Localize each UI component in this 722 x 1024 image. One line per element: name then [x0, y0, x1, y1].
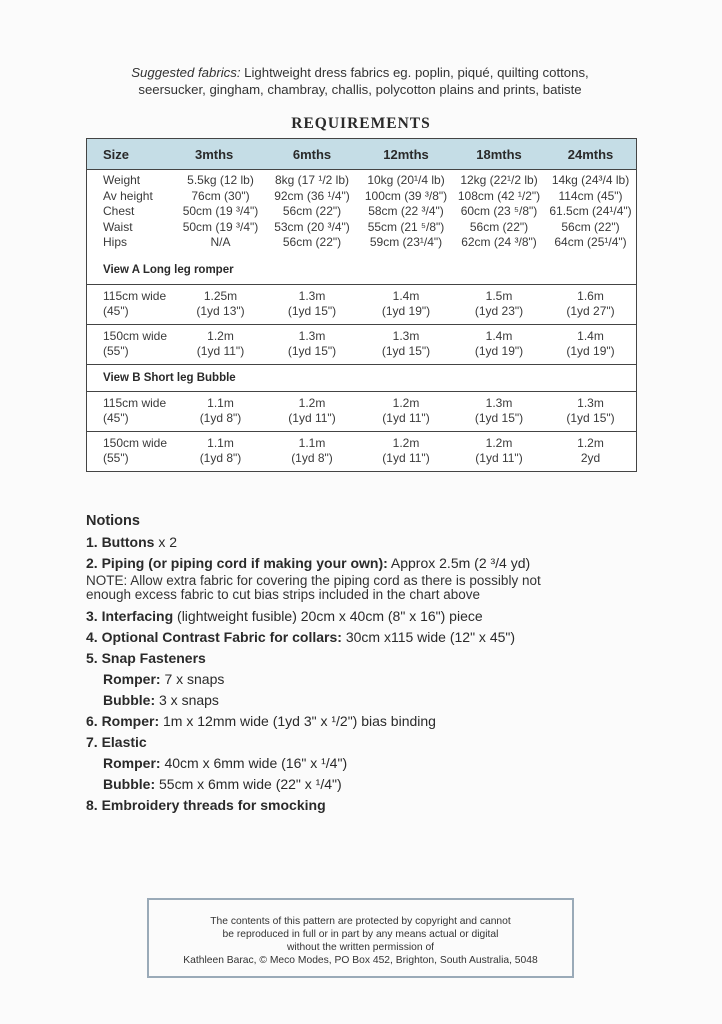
copyright-line: The contents of this pattern are protected by copyright and cannot [210, 916, 511, 927]
notions-item [86, 711, 646, 732]
fabrics-line-2: seersucker, gingham, chambray, challis, polycotton plains and prints, batiste [138, 82, 582, 97]
yardage-cell [546, 289, 635, 319]
section-header-row [87, 257, 636, 284]
notions-item-text: (lightweight fusible) 20cm x 40cm (8" x 16") piece [173, 608, 483, 624]
yardage-metric: 1.4m [485, 329, 513, 343]
measurement-value: 10kg (20¹/4 lb) [367, 173, 445, 187]
yardage-metric: 1.2m [577, 436, 604, 450]
notions-item-label: 2. Piping (or piping cord if making your own): [86, 555, 388, 571]
yardage-imperial: (1yd 23") [474, 304, 524, 318]
measurement-value: N/A [210, 235, 231, 249]
yardage-imperial: (1yd 8") [199, 411, 242, 425]
notions-item-label: 8. Embroidery threads for smocking [86, 797, 326, 813]
notions-item-label: Bubble: [103, 692, 156, 708]
notions-item-label: 5. Snap Fasteners [86, 650, 206, 666]
measurement-value: 53cm (20 ³/4") [274, 219, 350, 234]
yardage-cell [360, 289, 452, 319]
measurement-label: Hips [103, 235, 128, 249]
notions-item [86, 627, 646, 648]
yardage-metric: 1.3m [485, 396, 513, 410]
yardage-imperial: (1yd 13") [196, 304, 245, 318]
measurement-value: 60cm (23 ⁵/8") [460, 204, 538, 218]
yardage-metric: 1.3m [392, 329, 420, 343]
requirements-title: REQUIREMENTS [291, 115, 431, 132]
notions-item [86, 532, 646, 553]
yardage-metric: 1.2m [207, 329, 234, 343]
yardage-imperial: 2yd [580, 451, 601, 465]
fabric-width-cm: 150cm wide [103, 436, 168, 450]
notions-item [86, 795, 646, 816]
yardage-cell [177, 289, 264, 319]
notions-item [86, 606, 646, 627]
yardage-cell [177, 436, 264, 466]
notions-item-text: 55cm x 6mm wide (22" x ¹/4") [155, 776, 342, 792]
yardage-imperial: (1yd 27") [566, 304, 615, 318]
yardage-cell [452, 329, 546, 359]
notions-item [86, 648, 646, 669]
measurement-value: 50cm (19 ³/4") [182, 204, 259, 218]
yardage-imperial: (1yd 15") [474, 411, 524, 425]
measurement-value: 108cm (42 ¹/2") [457, 188, 541, 203]
fabric-width-in: (45") [103, 411, 129, 425]
fabrics-label: Suggested fabrics: [131, 65, 241, 80]
section-title: View B Short leg Bubble [103, 371, 236, 384]
fabric-width-cm: 115cm wide [103, 289, 167, 303]
measurement-value: 50cm (19 ³/4") [182, 219, 259, 234]
measurement-value: 56cm (22") [282, 235, 342, 249]
measurement-row [87, 235, 636, 251]
yardage-imperial: (1yd 11") [288, 411, 336, 425]
yardage-metric: 1.6m [577, 289, 604, 303]
notions-item-text: Approx 2.5m (2 ³/4 yd) [387, 555, 531, 571]
notions-item [86, 690, 646, 711]
yardage-cell [360, 436, 452, 466]
yardage-metric: 1.3m [298, 329, 326, 343]
yardage-cell [264, 289, 360, 319]
copyright-box [147, 898, 574, 978]
measurement-label: Av height [103, 188, 153, 203]
yardage-imperial: (1yd 11") [196, 344, 245, 358]
yardage-row [87, 391, 636, 431]
notions-item [86, 553, 646, 574]
fabric-width-cell [87, 436, 177, 466]
yardage-metric: 1.1m [298, 436, 326, 450]
yardage-metric: 1.4m [392, 289, 420, 303]
notions-item-label: Bubble: [103, 776, 156, 792]
yardage-metric: 1.2m [298, 396, 326, 410]
header-cell: 3mths [195, 146, 234, 162]
measurement-value: 5.5kg (12 lb) [187, 173, 254, 187]
measurement-value: 100cm (39 ³/8") [364, 188, 448, 203]
yardage-metric: 1.3m [577, 396, 604, 410]
measurement-value: 92cm (36 ¹/4") [274, 188, 350, 203]
notions-item-label: 1. Buttons [86, 534, 155, 550]
yardage-imperial: (1yd 19") [566, 344, 615, 358]
notions-item-text: 1m x 12mm wide (1yd 3" x ¹/2") bias binding [159, 713, 436, 729]
notions-item-label: 4. Optional Contrast Fabric for collars: [86, 629, 342, 645]
notions-item-label: 3. Interfacing [86, 608, 174, 624]
yardage-imperial: (1yd 11") [382, 411, 430, 425]
measurement-label: Weight [103, 173, 141, 187]
measurement-value: 59cm (23¹/4") [369, 235, 443, 249]
yardage-metric: 1.5m [485, 289, 513, 303]
notions-item-text: x 2 [154, 534, 178, 550]
fabric-width-in: (45") [103, 304, 129, 318]
measurement-value: 76cm (30") [191, 188, 250, 203]
yardage-imperial: (1yd 15") [287, 344, 337, 358]
measurement-value: 56cm (22") [469, 219, 529, 234]
measurement-value: 114cm (45") [558, 188, 623, 203]
measurement-value: 61.5cm (24¹/4") [549, 204, 632, 218]
measurement-value: 14kg (24³/4 lb) [551, 173, 630, 187]
notions-item-label: 6. Romper: [86, 713, 160, 729]
yardage-cell [360, 396, 452, 426]
header-cell: 18mths [476, 146, 522, 162]
yardage-imperial: (1yd 19") [474, 344, 524, 358]
header-cell: Size [103, 146, 130, 162]
notions-section [86, 511, 646, 816]
measurement-value: 62cm (24 ³/8") [461, 235, 537, 249]
measurement-row [87, 173, 636, 189]
yardage-cell [264, 436, 360, 466]
measurement-label: Chest [103, 204, 135, 218]
notions-title: Notions [86, 513, 140, 529]
table-header-row [87, 139, 636, 169]
header-cell: 6mths [292, 146, 332, 162]
yardage-cell [452, 436, 546, 466]
yardage-row [87, 284, 636, 324]
measurement-value: 56cm (22") [282, 204, 342, 218]
measurement-row [87, 204, 636, 220]
fabric-width-cell [87, 396, 177, 426]
notions-item [86, 732, 646, 753]
measurement-value: 56cm (22") [561, 219, 620, 234]
yardage-cell [360, 329, 452, 359]
section-title: View A Long leg romper [103, 264, 234, 276]
notions-item-label: 7. Elastic [86, 734, 147, 750]
yardage-metric: 1.4m [577, 329, 604, 343]
yardage-cell [452, 396, 546, 426]
yardage-cell [177, 396, 264, 426]
copyright-line: without the written permission of [286, 942, 435, 953]
notions-item [86, 669, 646, 690]
copyright-line: be reproduced in full or in part by any means actual or digital [222, 929, 499, 940]
fabrics-line-1: Lightweight dress fabrics eg. poplin, piqué, quilting cottons, [240, 65, 589, 80]
fabric-width-in: (55") [103, 451, 129, 465]
yardage-cell [546, 396, 635, 426]
yardage-imperial: (1yd 11") [475, 451, 523, 465]
notions-item-text: 40cm x 6mm wide (16" x ¹/4") [160, 755, 348, 771]
yardage-cell [452, 289, 546, 319]
requirements-table [86, 138, 637, 472]
notions-item [86, 774, 646, 795]
measurement-value: 64cm (25¹/4") [554, 235, 627, 249]
header-cell: 12mths [383, 146, 429, 162]
section-header-row [87, 364, 636, 391]
yardage-imperial: (1yd 15") [287, 304, 337, 318]
yardage-imperial: (1yd 8") [199, 451, 242, 465]
yardage-cell [264, 396, 360, 426]
yardage-cell [546, 436, 635, 466]
yardage-imperial: (1yd 8") [291, 451, 333, 465]
header-cell: 24mths [567, 146, 614, 162]
yardage-metric: 1.2m [485, 436, 513, 450]
yardage-metric: 1.3m [298, 289, 326, 303]
yardage-cell [177, 329, 264, 359]
notions-item-label: Romper: [103, 671, 161, 687]
measurement-label: Waist [103, 219, 133, 234]
measurement-row [87, 189, 636, 205]
measurement-row [87, 220, 636, 236]
yardage-row [87, 324, 636, 364]
fabric-width-cell [87, 329, 177, 359]
suggested-fabrics [90, 64, 630, 98]
notions-note: NOTE: Allow extra fabric for covering the piping cord as there is possibly not enough excess fabric to cut bias strips included in the chart above [86, 573, 541, 602]
fabric-width-cm: 150cm wide [103, 329, 168, 343]
yardage-cell [546, 329, 635, 359]
notions-item-text: 3 x snaps [155, 692, 219, 708]
measurement-value: 55cm (21 ⁵/8") [367, 219, 445, 234]
yardage-metric: 1.2m [392, 436, 420, 450]
fabric-width-cell [87, 289, 177, 319]
measurement-value: 58cm (22 ³/4") [368, 204, 444, 218]
yardage-metric: 1.1m [207, 396, 234, 410]
yardage-row [87, 431, 636, 471]
yardage-imperial: (1yd 19") [381, 304, 431, 318]
fabric-width-cm: 115cm wide [103, 396, 167, 410]
yardage-cell [264, 329, 360, 359]
notions-item-text: 30cm x115 wide (12" x 45") [341, 629, 516, 645]
yardage-imperial: (1yd 15") [381, 344, 431, 358]
yardage-metric: 1.25m [203, 289, 238, 303]
yardage-metric: 1.2m [392, 396, 420, 410]
measurement-value: 12kg (22¹/2 lb) [460, 173, 538, 187]
measurements-block [87, 169, 636, 257]
yardage-imperial: (1yd 11") [382, 451, 430, 465]
yardage-imperial: (1yd 15") [566, 411, 615, 425]
notions-item [86, 753, 646, 774]
fabric-width-in: (55") [103, 344, 129, 358]
measurement-value: 8kg (17 ¹/2 lb) [274, 173, 350, 187]
notions-item-label: Romper: [103, 755, 161, 771]
notions-item-text: 7 x snaps [160, 671, 225, 687]
yardage-metric: 1.1m [207, 436, 234, 450]
copyright-line: Kathleen Barac, © Meco Modes, PO Box 452, Brighton, South Australia, 5048 [183, 955, 538, 966]
